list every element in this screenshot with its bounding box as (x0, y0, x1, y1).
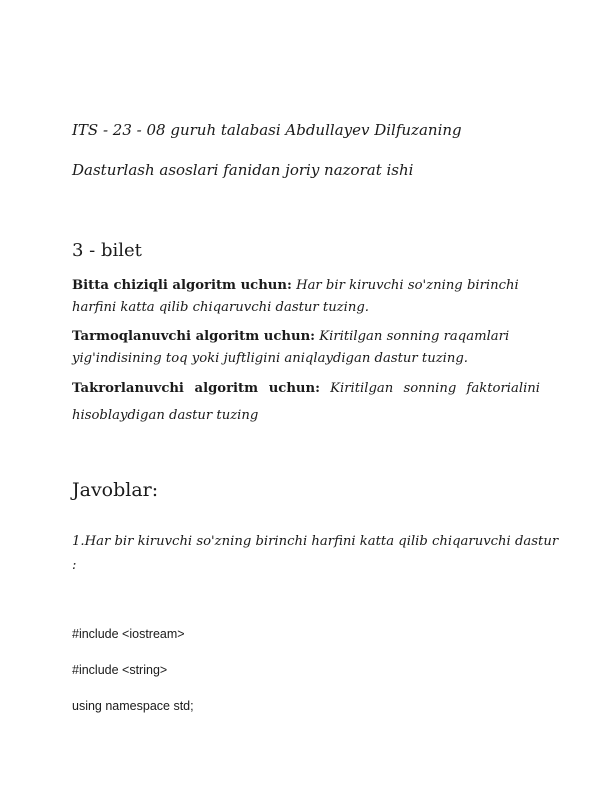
task-1-line-1 (72, 278, 519, 293)
task-1-text-line-1: Har bir kiruvchi so'zning birinchi (296, 278, 519, 293)
answer-1-heading-cont: : (72, 558, 77, 573)
code-line-3: using namespace std; (72, 699, 194, 713)
task-3-text-line-1: Kiritilgan sonning faktorialini (330, 381, 541, 396)
task-2-text-line-1: Kiritilgan sonning raqamlari (319, 329, 510, 344)
ticket-title: 3 - bilet (72, 240, 142, 261)
task-2-line-1 (72, 329, 509, 344)
header-line-2: Dasturlash asoslari fanidan joriy nazorat ishi (72, 161, 414, 179)
task-2-text-line-2: yig'indisining toq yoki juftligini aniqlaydigan dastur tuzing. (72, 351, 468, 366)
task-3-text-line-2: hisoblaydigan dastur tuzing (72, 408, 259, 423)
task-1-text-line-2: harfini katta qilib chiqaruvchi dastur tuzing. (72, 300, 369, 315)
code-line-1: #include <iostream> (72, 627, 185, 641)
task-1-label: Bitta chiziqli algoritm uchun: (72, 278, 292, 293)
task-3-line-1 (72, 381, 540, 396)
answer-1-heading: 1.Har bir kiruvchi so'zning birinchi harfini katta qilib chiqaruvchi dastur (72, 534, 559, 549)
code-line-2: #include <string> (72, 663, 168, 677)
answers-title: Javoblar: (72, 479, 159, 501)
task-2-label: Tarmoqlanuvchi algoritm uchun: (72, 329, 316, 344)
task-3-label: Takrorlanuvchi algoritm uchun: (72, 381, 320, 396)
header-line-1: ITS - 23 - 08 guruh talabasi Abdullayev Dilfuzaning (72, 121, 462, 139)
